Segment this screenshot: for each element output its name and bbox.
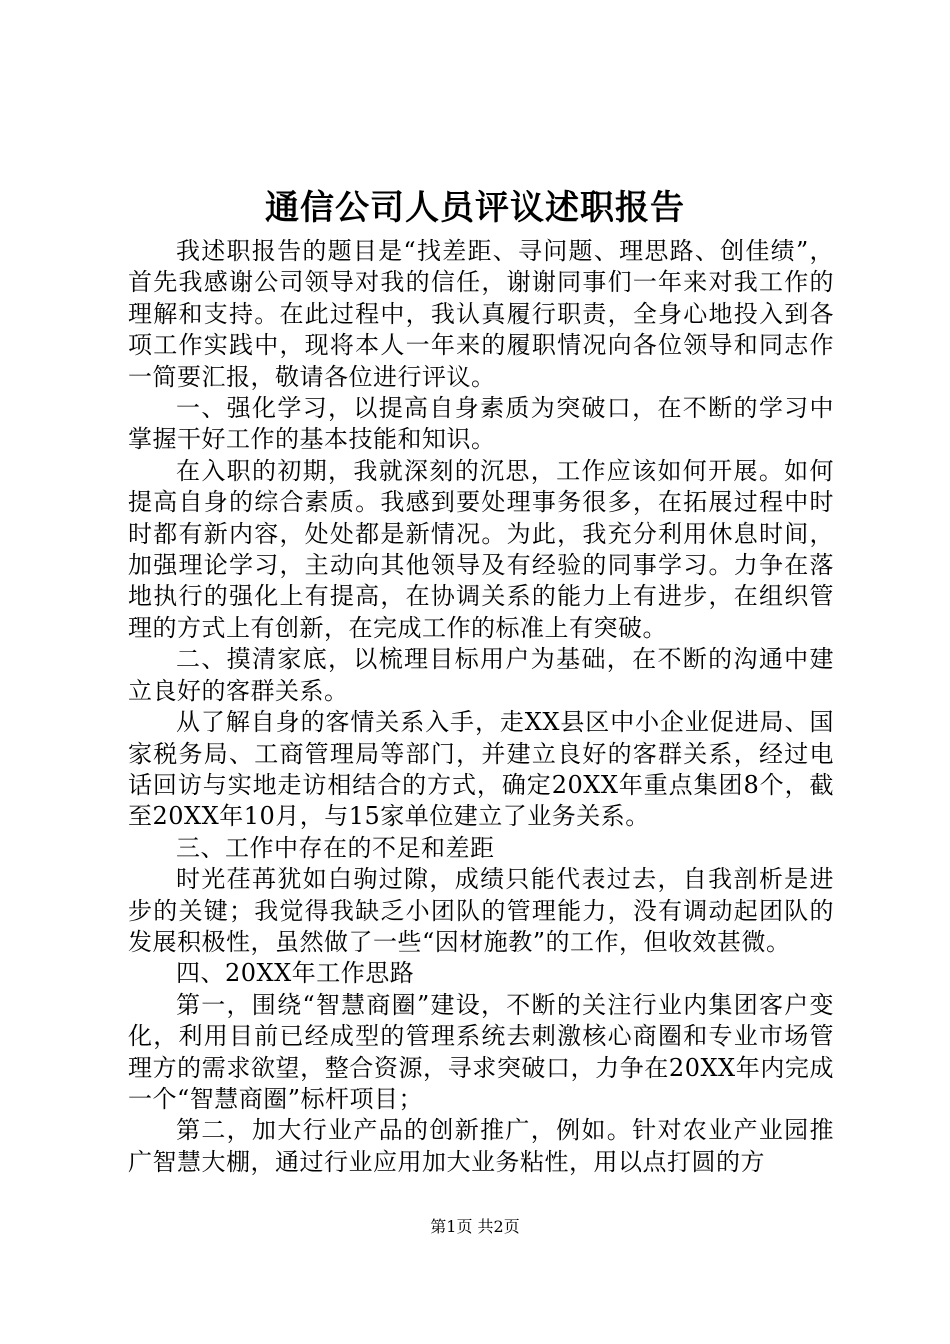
paragraph-heading-1: 一、强化学习，以提高自身素质为突破口，在不断的学习中掌握干好工作的基本技能和知识。 (128, 394, 834, 454)
page-number: 第1页 共2页 (430, 1217, 520, 1236)
paragraph-heading-4: 四、20XX年工作思路 (176, 959, 415, 988)
paragraph-intro: 我述职报告的题目是“找差距、寻问题、理思路、创佳绩”，首先我感谢公司领导对我的信任，谢谢同事们一年来对我工作的理解和支持。在此过程中，我认真履行职责，全身心地投入到各项工作实践中，现将本人一年来的履职情况向各位领导和同志作一简要汇报，敬请各位进行评议。 (128, 237, 834, 391)
paragraph-plan-second: 第二，加大行业产品的创新推广，例如。针对农业产业园推广智慧大棚，通过行业应用加大业务粘性，用以点打圆的方 (128, 1116, 834, 1176)
paragraph-heading-3: 三、工作中存在的不足和差距 (176, 833, 495, 862)
paragraph-shortcomings: 时光荏苒犹如白驹过隙，成绩只能代表过去，自我剖析是进步的关键；我觉得我缺乏小团队的管理能力，没有调动起团队的发展积极性，虽然做了一些“因材施教”的工作，但收效甚微。 (128, 865, 834, 956)
paragraph-heading-2: 二、摸清家底，以梳理目标用户为基础，在不断的沟通中建立良好的客群关系。 (128, 645, 834, 705)
paragraph-plan-first: 第一，围绕“智慧商圈”建设，不断的关注行业内集团客户变化，利用目前已经成型的管理系统去刺激核心商圈和专业市场管理方的需求欲望，整合资源，寻求突破口，力争在20XX年内完成一个“智慧商圈”标杆项目； (128, 990, 834, 1113)
document-title: 通信公司人员评议述职报告 (265, 188, 685, 228)
paragraph-client-relations: 从了解自身的客情关系入手，走XX县区中小企业促进局、国家税务局、工商管理局等部门，并建立良好的客群关系，经过电话回访与实地走访相结合的方式，确定20XX年重点集团8个，截至20XX年10月，与15家单位建立了业务关系。 (128, 708, 834, 831)
document-body (128, 236, 834, 1178)
paragraph-learning: 在入职的初期，我就深刻的沉思，工作应该如何开展。如何提高自身的综合素质。我感到要处理事务很多，在拓展过程中时时都有新内容，处处都是新情况。为此，我充分利用休息时间，加强理论学习，主动向其他领导及有经验的同事学习。力争在落地执行的强化上有提高，在协调关系的能力上有进步，在组织管理的方式上有创新，在完成工作的标准上有突破。 (128, 456, 834, 642)
